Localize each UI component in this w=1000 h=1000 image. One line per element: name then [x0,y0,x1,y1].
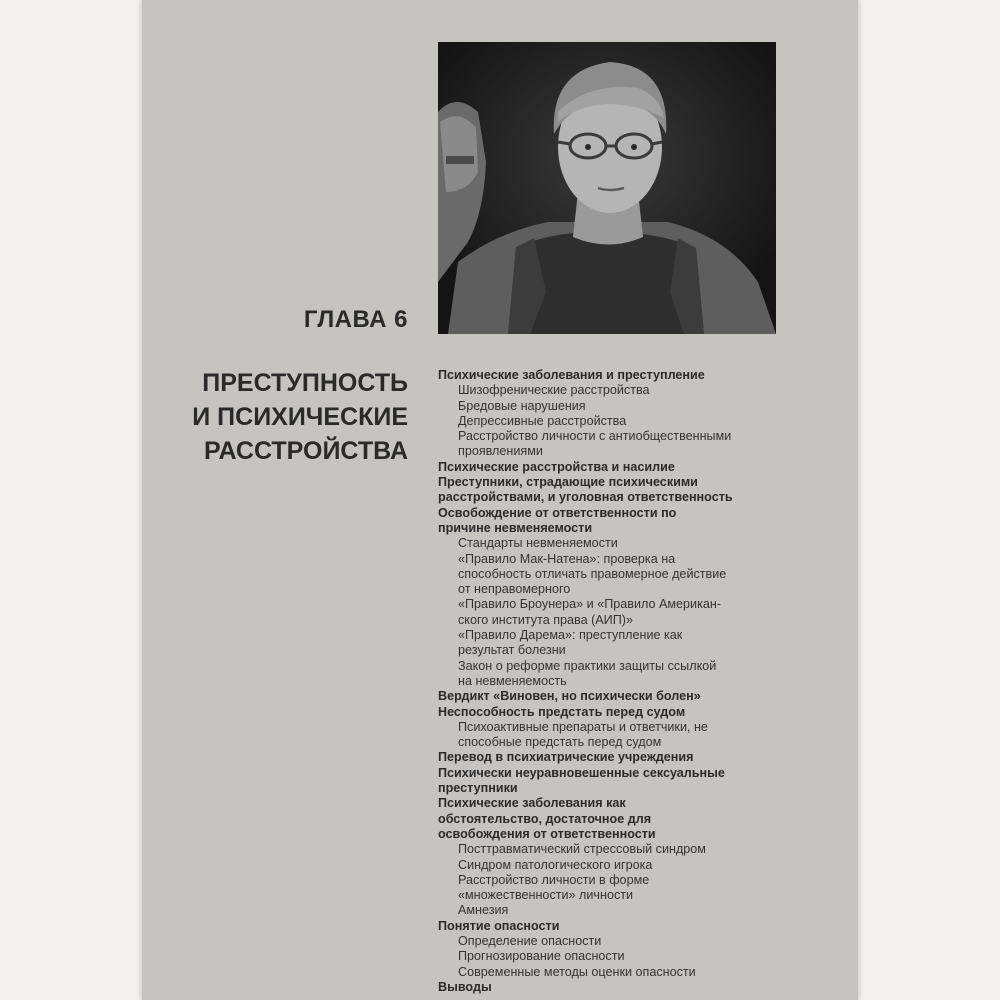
toc-subheading-line: «Правило Дарема»: преступление как [458,628,683,643]
toc-subheading-line: Бредовые нарушения [458,398,586,413]
toc-subheading-line: Расстройство личности в форме [458,872,650,887]
toc-subheading-line: «Правило Броунера» и «Правило Американ- [458,597,722,612]
toc-subheading-line: Депрессивные расстройства [458,413,627,428]
chapter-title-line: РАССТРОЙСТВА [204,437,408,465]
toc-subheading-line: «Правило Мак-Натена»: проверка на [458,551,676,566]
toc-heading-line: Психические расстройства и насилие [438,459,675,474]
toc-subheading-line: способность отличать правомерное действие [458,566,727,581]
toc-subheading-line: Психоактивные препараты и ответчики, не [458,719,708,734]
toc-heading-line: Вердикт «Виновен, но психически болен» [438,689,701,704]
toc-subheading-line: Стандарты невменяемости [458,536,618,551]
toc-heading-line: Психически неуравновешенные сексуальные [438,765,725,780]
toc-heading-line: Выводы [438,979,492,994]
toc-heading-line: Неспособность предстать перед судом [438,704,686,719]
chapter-photo [438,42,776,334]
toc-heading-line: Преступники, страдающие психическими [438,475,698,490]
toc-subheading-line: способные предстать перед судом [458,735,662,750]
toc-subheading-line: проявлениями [458,444,543,459]
toc-heading-line: преступники [438,781,518,796]
toc-subheading-line: от неправомерного [458,582,571,597]
toc-heading-line: Психические заболевания и преступление [438,368,705,382]
book-page [142,0,858,1000]
toc-heading-line: Перевод в психиатрические учреждения [438,750,694,765]
chapter-title-line: И ПСИХИЧЕСКИЕ [192,403,408,431]
toc-subheading-line: Синдром патологического игрока [458,857,653,872]
toc-heading-line: Психические заболевания как [438,796,626,811]
toc-subheading-line: Прогнозирование опасности [458,949,625,964]
page-content [142,0,858,1000]
toc-heading-line: Освобождение от ответственности по [438,505,677,520]
toc-subheading-line: Амнезия [458,903,509,918]
toc-subheading-line: Современные методы оценки опасности [458,964,696,979]
toc-subheading-line: Закон о реформе практики защиты ссылкой [458,658,717,673]
table-of-contents [438,368,778,995]
toc-heading-line: расстройствами, и уголовная ответственность [438,490,733,505]
toc-subheading-line: на невменяемость [458,673,567,688]
toc-heading-line: Понятие опасности [438,918,560,933]
toc-subheading-line: результат болезни [458,643,566,658]
toc-heading-line: причине невменяемости [438,520,593,535]
chapter-title-line: ПРЕСТУПНОСТЬ [202,369,408,397]
toc-heading-line: освобождения от ответственности [438,826,656,841]
toc-subheading-line: Посттравматический стрессовый синдром [458,842,706,857]
toc-subheading-line: Шизофренические расстройства [458,383,650,398]
chapter-title [168,366,408,468]
toc-subheading-line: «множественности» личности [458,888,634,903]
chapter-number: ГЛАВА 6 [303,306,408,333]
toc-subheading-line: Расстройство личности с антиобщественными [458,429,732,444]
toc-heading-line: обстоятельство, достаточное для [438,811,652,826]
toc-subheading-line: Определение опасности [458,933,602,948]
toc-subheading-line: ского института права (АИП)» [458,612,633,627]
portrait-photo-illustration [438,42,776,334]
